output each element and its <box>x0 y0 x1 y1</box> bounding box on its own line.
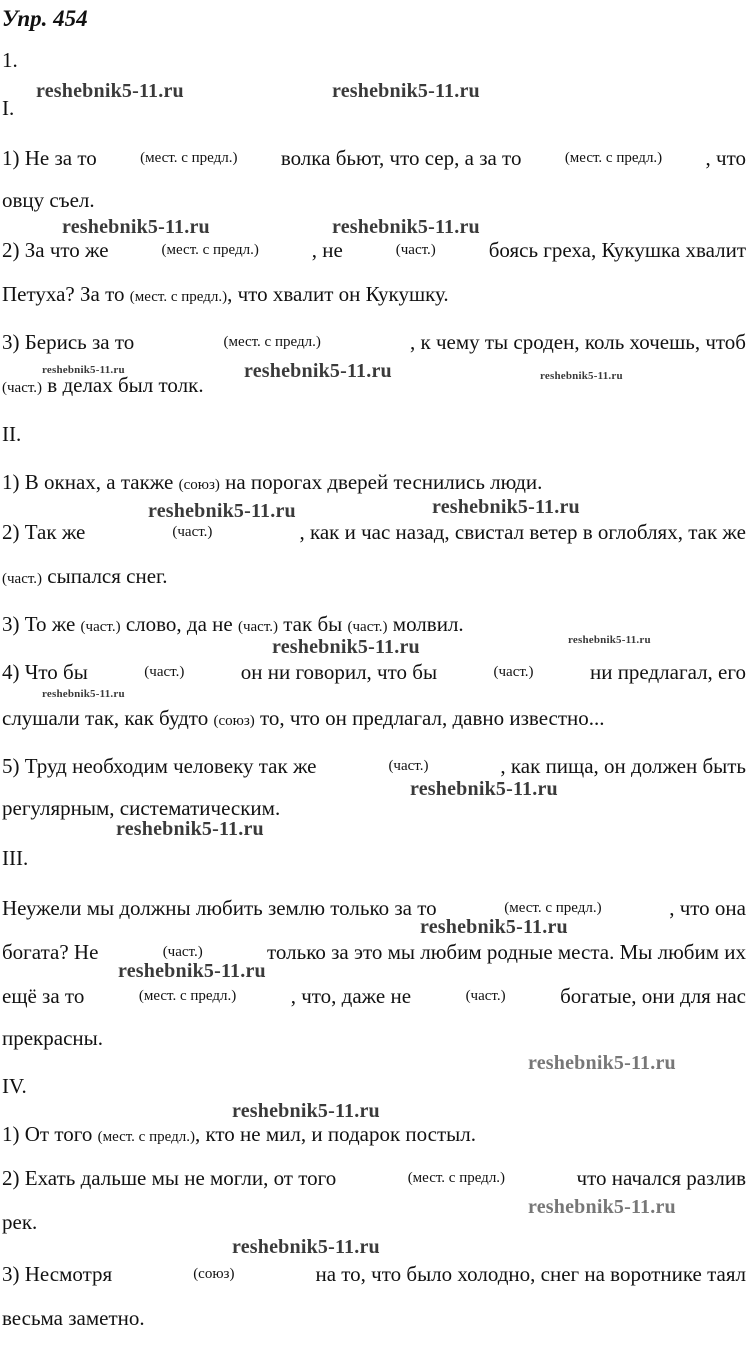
exercise-title: Упр. 454 <box>2 6 88 31</box>
grammar-note: (союз) <box>178 477 220 493</box>
grammar-note: (мест. с предл.) <box>140 150 238 166</box>
grammar-note: (мест. с предл.) <box>97 1129 195 1145</box>
grammar-note: (союз) <box>213 713 255 729</box>
grammar-note: (мест. с предл.) <box>407 1170 506 1186</box>
grammar-note: (част.) <box>172 524 213 540</box>
text-line: 2) Ехать дальше мы не могли, от того (мест. с предл.) что начался разлив <box>2 1166 746 1190</box>
grammar-note: (мест. с предл.) <box>161 242 259 258</box>
grammar-note: (част.) <box>347 619 388 635</box>
text-line: 4) Что бы (част.) он ни говорил, что бы (част.) ни предлагал, его <box>2 660 746 684</box>
text-line: овцу съел. <box>2 188 95 212</box>
grammar-note: (мест. с предл.) <box>564 150 663 166</box>
watermark: reshebnik5-11.ru <box>42 364 125 376</box>
text-line: весьма заметно. <box>2 1306 145 1330</box>
section-heading-1: I. <box>2 96 15 120</box>
section-heading-4: IV. <box>2 1074 27 1098</box>
text-line: 3) Берись за то (мест. с предл.) , к чему ты сроден, коль хочешь, чтоб <box>2 330 746 354</box>
watermark: reshebnik5-11.ru <box>232 1236 380 1258</box>
watermark: reshebnik5-11.ru <box>528 1196 676 1218</box>
watermark: reshebnik5-11.ru <box>62 216 210 238</box>
text-line: (част.) в делах был толк. <box>2 373 204 397</box>
text-line: слушали так, как будто (союз) то, что он предлагал, давно известно... <box>2 706 605 730</box>
grammar-note: (част.) <box>162 944 203 960</box>
watermark: reshebnik5-11.ru <box>528 1052 676 1074</box>
watermark: reshebnik5-11.ru <box>540 370 623 382</box>
section-heading-3: III. <box>2 846 29 870</box>
text-line: регулярным, систематическим. <box>2 796 281 820</box>
watermark: reshebnik5-11.ru <box>232 1100 380 1122</box>
watermark: reshebnik5-11.ru <box>148 500 296 522</box>
grammar-note: (част.) <box>395 242 436 258</box>
grammar-note: (част.) <box>80 619 121 635</box>
watermark: reshebnik5-11.ru <box>118 960 266 982</box>
text-line: 3) Несмотря (союз) на то, что было холодно, снег на воротнике таял <box>2 1262 746 1286</box>
grammar-note: (част.) <box>2 571 43 587</box>
watermark: reshebnik5-11.ru <box>568 634 651 646</box>
grammar-note: (мест. с предл.) <box>129 289 228 305</box>
text-line: прекрасны. <box>2 1026 104 1050</box>
watermark: reshebnik5-11.ru <box>332 80 480 102</box>
watermark: reshebnik5-11.ru <box>42 688 125 700</box>
text-line: 5) Труд необходим человеку так же (част.) , как пища, он должен быть <box>2 754 746 778</box>
text-line: ещё за то (мест. с предл.) , что, даже не (част.) богатые, они для нас <box>2 984 746 1008</box>
grammar-note: (част.) <box>2 380 43 396</box>
text-line: 1) Не за то (мест. с предл.) волка бьют, что сер, а за то (мест. с предл.) , что <box>2 146 746 170</box>
text-line: 3) То же (част.) слово, да не (част.) так бы (част.) молвил. <box>2 612 464 636</box>
text-line: 1) От того (мест. с предл.), кто не мил, и подарок постыл. <box>2 1122 477 1146</box>
grammar-note: (част.) <box>144 664 185 680</box>
text-line: богата? Не (част.) только за это мы любим родные места. Мы любим их <box>2 940 746 964</box>
watermark: reshebnik5-11.ru <box>244 360 392 382</box>
grammar-note: (част.) <box>493 664 534 680</box>
watermark: reshebnik5-11.ru <box>410 778 558 800</box>
text-line: 1) В окнах, а также (союз) на порогах дверей теснились люди. <box>2 470 543 494</box>
grammar-note: (мест. с предл.) <box>138 988 237 1004</box>
section-heading-2: II. <box>2 422 22 446</box>
watermark: reshebnik5-11.ru <box>432 496 580 518</box>
text-line: (част.) сыпался снег. <box>2 564 168 588</box>
text-line: 2) Так же (част.) , как и час назад, свистал ветер в оглоблях, так же <box>2 520 746 544</box>
grammar-note: (част.) <box>388 758 429 774</box>
watermark: reshebnik5-11.ru <box>36 80 184 102</box>
watermark: reshebnik5-11.ru <box>420 916 568 938</box>
text-line: 2) За что же (мест. с предл.) , не (част.) боясь греха, Кукушка хвалит <box>2 238 746 262</box>
watermark: reshebnik5-11.ru <box>116 818 264 840</box>
grammar-note: (союз) <box>193 1266 235 1282</box>
grammar-note: (част.) <box>237 619 278 635</box>
grammar-note: (част.) <box>465 988 506 1004</box>
part-number: 1. <box>2 48 18 72</box>
watermark: reshebnik5-11.ru <box>332 216 480 238</box>
grammar-note: (мест. с предл.) <box>223 334 321 350</box>
text-line: рек. <box>2 1210 38 1234</box>
text-line: Петуха? За то (мест. с предл.), что хвалит он Кукушку. <box>2 282 449 306</box>
grammar-note: (мест. с предл.) <box>504 900 602 916</box>
text-line: Неужели мы должны любить землю только за то (мест. с предл.) , что она <box>2 896 746 920</box>
watermark: reshebnik5-11.ru <box>272 636 420 658</box>
